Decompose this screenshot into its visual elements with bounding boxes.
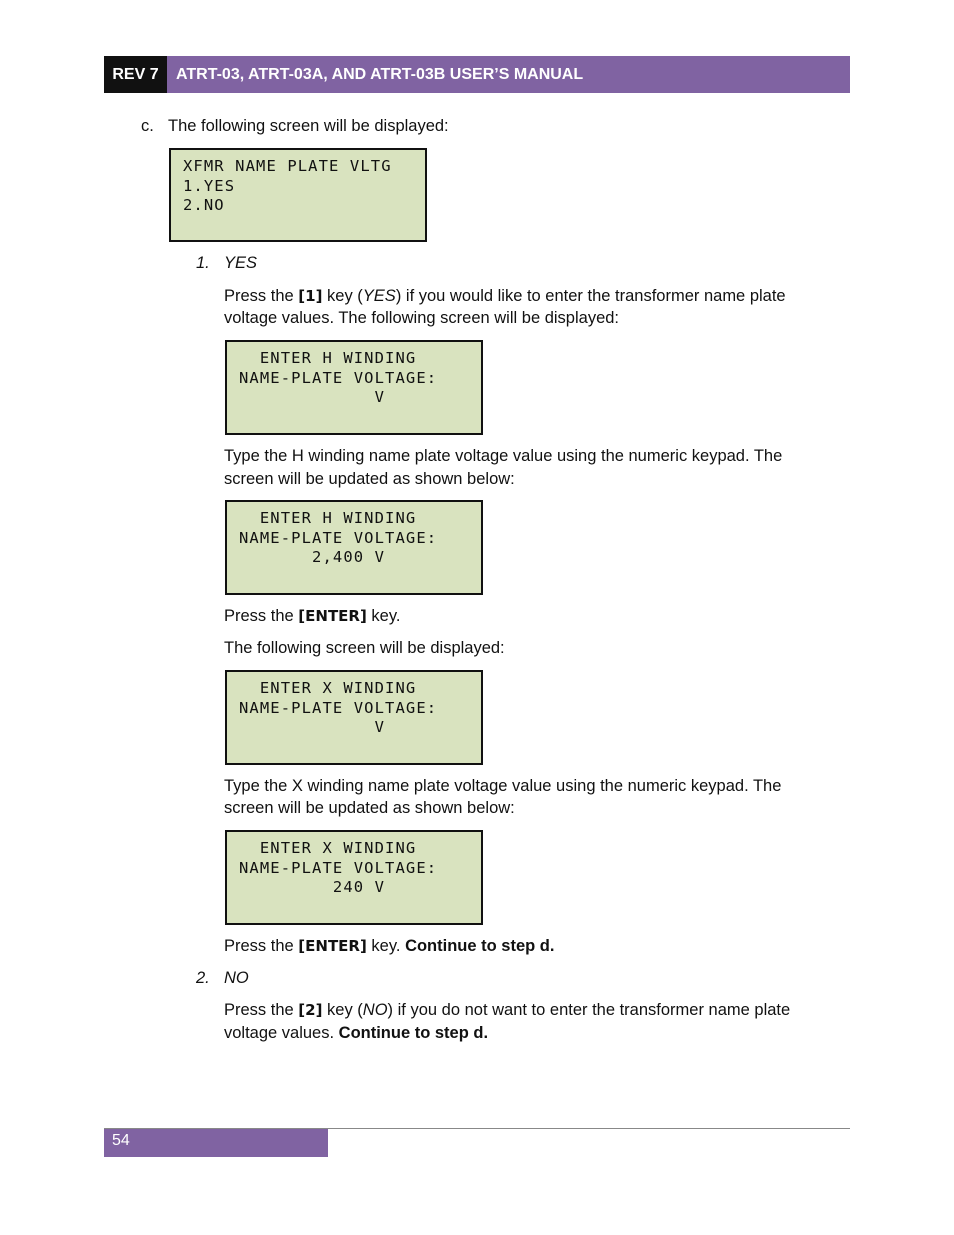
lcd-screen-h-winding-2400 xyxy=(225,500,483,595)
item-1-paragraph-5-line-1: Type the X winding name plate voltage value using the numeric keypad. The xyxy=(224,777,782,795)
item-1-paragraph-2-line-1: Type the H winding name plate voltage value using the numeric keypad. The xyxy=(224,447,783,465)
item-1-paragraph-3: Press the [ENTER] key. xyxy=(224,607,401,625)
key-enter: [ENTER] xyxy=(298,607,367,625)
lcd-line: NAME-PLATE VOLTAGE: xyxy=(239,858,438,877)
lcd-line: NAME-PLATE VOLTAGE: xyxy=(239,698,438,717)
item-1-paragraph-5-line-2: screen will be updated as shown below: xyxy=(224,799,515,817)
lcd-line: ENTER H WINDING xyxy=(239,509,417,527)
item-1-paragraph-4: The following screen will be displayed: xyxy=(224,639,505,657)
manual-title: ATRT-03, ATRT-03A, AND ATRT-03B USER’S MANUAL xyxy=(167,56,850,93)
lcd-line: 2.NO xyxy=(183,196,225,215)
lcd-screen-x-winding-empty xyxy=(225,670,483,765)
step-c-text: The following screen will be displayed: xyxy=(168,117,449,135)
lcd-screen-xfmr-name-plate xyxy=(169,148,427,242)
lcd-screen-x-winding-240 xyxy=(225,830,483,925)
key-2: [2] xyxy=(298,1001,323,1019)
page-header xyxy=(104,56,850,93)
item-1-marker: 1. xyxy=(196,254,210,272)
item-2-paragraph-1: Press the [2] key (NO) if you do not want to enter the transformer name plate xyxy=(224,1001,791,1019)
lcd-screen-h-winding-empty xyxy=(225,340,483,435)
key-enter: [ENTER] xyxy=(298,937,367,955)
item-1-paragraph-2-line-2: screen will be updated as shown below: xyxy=(224,470,515,488)
item-1-paragraph-1: Press the [1] key (YES) if you would like to enter the transformer name plate xyxy=(224,287,786,305)
item-2-paragraph-1-line-2: voltage values. Continue to step d. xyxy=(224,1024,489,1042)
lcd-line: V xyxy=(239,718,386,737)
item-1-label: YES xyxy=(224,254,258,272)
lcd-line: 1.YES xyxy=(183,176,236,195)
lcd-line: NAME-PLATE VOLTAGE: xyxy=(239,528,438,547)
key-1: [1] xyxy=(298,287,323,305)
lcd-line: NAME-PLATE VOLTAGE: xyxy=(239,368,438,387)
lcd-line: ENTER X WINDING xyxy=(239,679,417,697)
item-2-label: NO xyxy=(224,969,249,987)
revision-label: REV 7 xyxy=(104,56,167,93)
item-1-paragraph-6: Press the [ENTER] key. Continue to step d. xyxy=(224,937,555,955)
step-c-marker: c. xyxy=(141,117,154,135)
item-1-paragraph-1-line-2: voltage values. The following screen will be displayed: xyxy=(224,309,620,327)
item-2-marker: 2. xyxy=(196,969,210,987)
lcd-line: 240 V xyxy=(239,878,386,897)
lcd-line: 2,400 V xyxy=(239,548,386,567)
lcd-line: ENTER H WINDING xyxy=(239,349,417,367)
lcd-line: V xyxy=(239,388,386,407)
page-number: 54 xyxy=(104,1129,328,1157)
lcd-line: ENTER X WINDING xyxy=(239,839,417,857)
lcd-line: XFMR NAME PLATE VLTG xyxy=(183,157,392,175)
